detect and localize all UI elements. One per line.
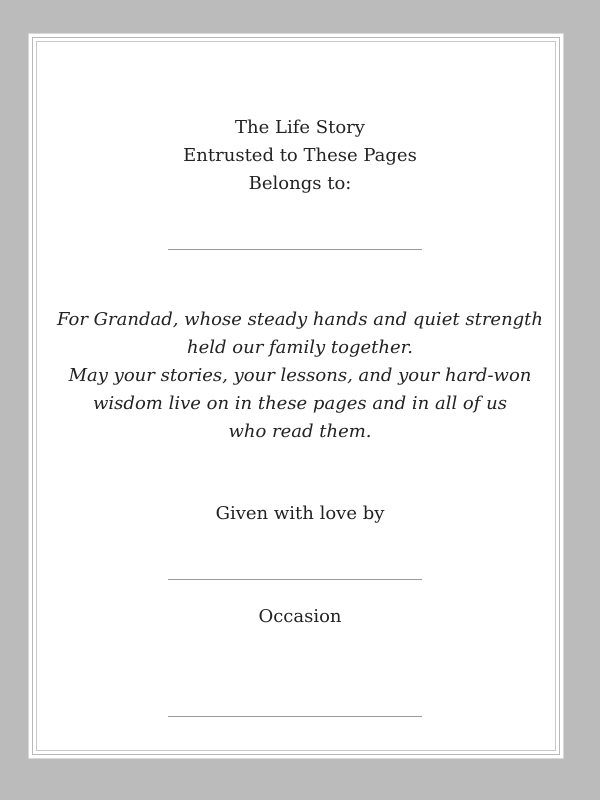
dedication-line: May your stories, your lessons, and your hard-won — [68, 365, 532, 386]
dedication-line: who read them. — [228, 421, 372, 442]
dedication-line: held our family together. — [187, 337, 413, 358]
title-line: The Life Story — [235, 117, 365, 138]
dedication-line: wisdom live on in these pages and in all of us — [93, 393, 507, 414]
dedication-text — [0, 306, 600, 446]
belongs-to-label: Belongs to: — [248, 173, 352, 194]
given-by-label: Given with love by — [215, 503, 385, 524]
giver-name-line — [168, 579, 422, 580]
occasion-line — [168, 716, 422, 717]
title-line: Entrusted to These Pages — [183, 145, 417, 166]
dedication-line: For Grandad, whose steady hands and quiet strength — [56, 309, 544, 330]
occasion-label: Occasion — [258, 606, 342, 627]
owner-name-line — [168, 249, 422, 250]
title-block — [0, 114, 600, 198]
